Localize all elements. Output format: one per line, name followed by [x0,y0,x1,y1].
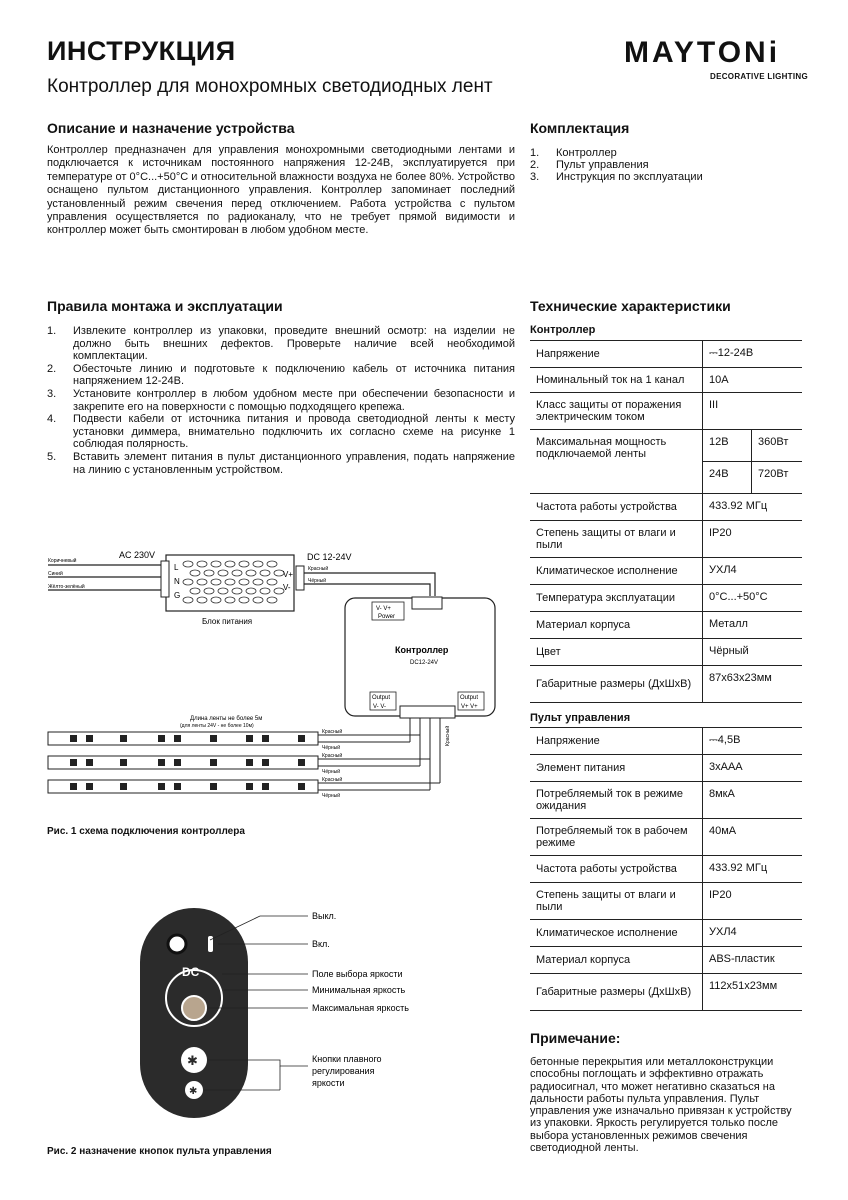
spec-value: IP20 [703,883,803,920]
max-brightness-button [182,996,206,1020]
strip1-red-label: Красный [322,729,343,735]
strip3-black-label: Чёрный [322,793,341,799]
list-item [47,388,515,413]
figure-2-caption: Рис. 2 назначение кнопок пульта управления [47,1146,272,1157]
spec-value: ⎓4,5В [703,728,803,755]
controller-title: Контроллер [395,645,449,655]
spec-label: Материал корпуса [530,947,703,974]
spec-voltage-24: 24В [703,462,752,494]
spec-row [530,585,802,612]
strip-note-1: Длина ленты не более 5м [190,716,263,722]
spec-label: Степень защиты от влаги и пыли [530,883,703,920]
list-item [47,363,515,388]
list-item [47,413,515,451]
spec-value: Чёрный [703,639,803,666]
on-button-icon [208,936,213,952]
spec-label: Температура эксплуатации [530,585,703,612]
spec-label: Климатическое исполнение [530,920,703,947]
spec-label: Частота работы устройства [530,494,703,521]
list-item-number: 1. [47,325,57,337]
spec-row [530,430,802,462]
spec-value: УХЛ4 [703,558,803,585]
spec-value: 433.92 МГц [703,856,803,883]
strip3-red-label: Красный [322,777,343,783]
list-item-text: Установите контроллер в любом удобном месте при обеспечении безопасности и закрепите его на поверхности с помощью подходящего крепежа. [73,387,515,413]
controller-sub: DC12-24V [410,660,439,666]
spec-row [530,819,802,856]
spec-row [530,883,802,920]
list-item-text: Обесточьте линию и подготовьте к подключению кабель от источника питания напряжением 12-24В. [73,362,515,388]
on-label: Вкл. [312,939,330,949]
list-item-text: Вставить элемент питания в пульт дистанционного управления, подать напряжение на линию с установленным устройством. [73,450,515,476]
list-item [47,451,515,476]
dc-red-label: Красный [308,566,329,572]
spec-row [530,856,802,883]
spec-label: Цвет [530,639,703,666]
spec-row [530,666,802,703]
spec-table-wrap [530,320,802,1011]
spec-label: Габаритные размеры (ДхШхВ) [530,666,703,703]
spec-value: 433.92 МГц [703,494,803,521]
list-item-text: Извлеките контроллер из упаковки, проведите внешний осмотр: на изделии не должно быть внешних дефектов. Проверьте наличие всей необходимой комплектации. [73,325,515,363]
wiring-diagram [40,540,500,810]
remote-spec-title: Пульт управления [530,703,802,728]
list-item-text: Подвести кабели от источника питания и провода светодиодной ленты к месту установки диммера, внимательно подключить их согласно схеме на рисунке 1 соблюдая полярность. [73,413,515,451]
list-item-number: 5. [47,450,57,463]
spec-voltage-12: 12В [703,430,752,462]
page-subtitle: Контроллер для монохромных светодиодных лент [47,76,493,97]
g-label: G [174,591,181,600]
list-item-number: 2. [47,362,57,375]
spec-row [530,947,802,974]
list-item-number: 3. [530,171,540,183]
kit-heading: Комплектация [530,120,630,136]
remote-diagram [130,900,430,1140]
spec-value: III [703,393,803,430]
spec-row [530,368,802,393]
spec-label: Габаритные размеры (ДхШхВ) [530,974,703,1011]
spec-power-12: 360Вт [752,430,803,462]
brand-tagline: DECORATIVE LIGHTING [710,72,808,81]
ac-label: AC 230V [119,550,156,560]
svg-text:✱: ✱ [189,1086,198,1097]
remote-dc-label: DC [182,965,200,979]
spec-row [530,639,802,666]
spec-value: 10А [703,368,803,393]
list-item-number: 4. [47,413,57,426]
controller-spec-title: Контроллер [530,320,802,341]
vplus-label: V+ [283,570,294,579]
spec-value: 8мкА [703,782,803,819]
spec-label: Номинальный ток на 1 канал [530,368,703,393]
svg-text:V+ V+: V+ V+ [461,704,478,710]
svg-text:V- V-: V- V- [373,704,387,710]
spec-value: Металл [703,612,803,639]
spec-label: Частота работы устройства [530,856,703,883]
output-label-left: Output [372,695,391,701]
led-chips [70,735,305,790]
output-label-right: Output [460,695,479,701]
spec-row [530,920,802,947]
strip-note-2: (для ленты 24V - не более 10м) [180,723,254,729]
spec-row [530,728,802,755]
spec-label: Максимальная мощность подключаемой ленты [530,430,703,494]
description-heading: Описание и назначение устройства [47,120,295,136]
spec-label: Материал корпуса [530,612,703,639]
spec-row [530,782,802,819]
min-label: Минимальная яркость [312,985,406,995]
note-heading: Примечание: [530,1030,621,1046]
wire-yg-label: Жёлто-зелёный [48,584,85,590]
spec-label: Климатическое исполнение [530,558,703,585]
spec-row [530,974,802,1011]
smooth-label-1: Кнопки плавного [312,1054,382,1064]
note-text: бетонные перекрытия или металлоконструкции способны поглощать и эффективно отражать радиосигнал, что может негативно сказаться на дальности работы пульта управления. Пульт управления уже изначально привязан к устройству из упаковки. Яркость регулируется только после выбора установленных режимов свечения светодиодной ленты. [530,1056,792,1155]
spec-row [530,558,802,585]
spec-value: 87х63х23мм [703,666,803,703]
figure-1-caption: Рис. 1 схема подключения контроллера [47,826,245,837]
list-item-text: Инструкция по эксплуатации [556,171,703,183]
brand-logo: MAYTONi [624,36,781,69]
wire-blue-label: Синий [48,571,63,577]
vminus-label: V- [283,583,291,592]
spec-row [530,341,802,368]
list-item-number: 3. [47,387,57,400]
psu-label: Блок питания [202,617,253,626]
list-item [530,159,820,171]
wire-brown-label: Коричневый [48,558,77,564]
rules-heading: Правила монтажа и эксплуатации [47,298,283,314]
list-item [47,325,515,363]
tech-heading: Технические характеристики [530,298,731,314]
strip2-black-label: Чёрный [322,769,341,775]
n-label: N [174,577,180,586]
off-label: Выкл. [312,911,337,921]
svg-text:✱: ✱ [187,1053,198,1068]
spec-value: 112х51х23мм [703,974,803,1011]
spec-value: 3хААА [703,755,803,782]
spec-value: 40мА [703,819,803,856]
list-item-text: Пульт управления [556,159,649,171]
spec-label: Степень защиты от влаги и пыли [530,521,703,558]
spec-value: 0°С...+50°С [703,585,803,612]
spec-label: Потребляемый ток в режиме ожидания [530,782,703,819]
psu-dc-terminal [296,566,304,590]
spec-value: ABS-пластик [703,947,803,974]
strip2-red-label: Красный [322,753,343,759]
spec-row [530,755,802,782]
off-button-icon [168,935,186,953]
spec-label: Напряжение [530,728,703,755]
spec-value: IP20 [703,521,803,558]
led-strips [48,718,440,793]
smooth-label-2: регулирования [312,1066,375,1076]
spec-row [530,521,802,558]
controller-spec-table [530,341,802,703]
max-label: Максимальная яркость [312,1003,409,1013]
spec-label: Элемент питания [530,755,703,782]
field-label: Поле выбора яркости [312,969,403,979]
controller-input-terminal [412,597,442,609]
page-title: ИНСТРУКЦИЯ [47,36,236,66]
dc-black-label: Чёрный [308,578,327,584]
remote-spec-table [530,728,802,1011]
description-text: Контроллер предназначен для управления монохромными светодиодными лентами и подключается к источникам постоянного напряжения 12-24В, эксплуатируется при температуре от 0°С...+50°С и относительной влажности воздуха не более 80%. Устройство оснащено пультом дистанционного управления. Контроллер запоминает последний установленный режим свечения перед отключением. Работа устройства с пультом управления осуществляется по радиоканалу, что не требует прямой видимости и контроллер может быть смонтирован в любом удобном месте. [47,144,515,237]
dc-label: DC 12-24V [307,552,352,562]
spec-value: ⎓12-24В [703,341,803,368]
spec-row [530,393,802,430]
list-item-number: 1. [530,147,540,159]
list-item [530,171,820,183]
smooth-label-3: яркости [312,1078,345,1088]
l-label: L [174,563,179,572]
rules-list [47,325,515,476]
controller-output-terminal [400,706,455,718]
list-item [530,147,820,159]
strip1-black-label: Чёрный [322,745,341,751]
kit-list [530,147,820,183]
list-item-number: 2. [530,159,540,171]
list-item-text: Контроллер [556,147,617,159]
spec-label: Напряжение [530,341,703,368]
psu-ac-terminal [161,561,169,597]
spec-label: Потребляемый ток в рабочем режиме [530,819,703,856]
spec-label: Класс защиты от поражения электрическим током [530,393,703,430]
spec-row [530,612,802,639]
spec-power-24: 720Вт [752,462,803,494]
svg-text:V- V+: V- V+ [376,606,391,612]
spec-row [530,494,802,521]
output-red-label: Красный [445,725,451,746]
power-label: Power [378,614,396,620]
spec-value: УХЛ4 [703,920,803,947]
